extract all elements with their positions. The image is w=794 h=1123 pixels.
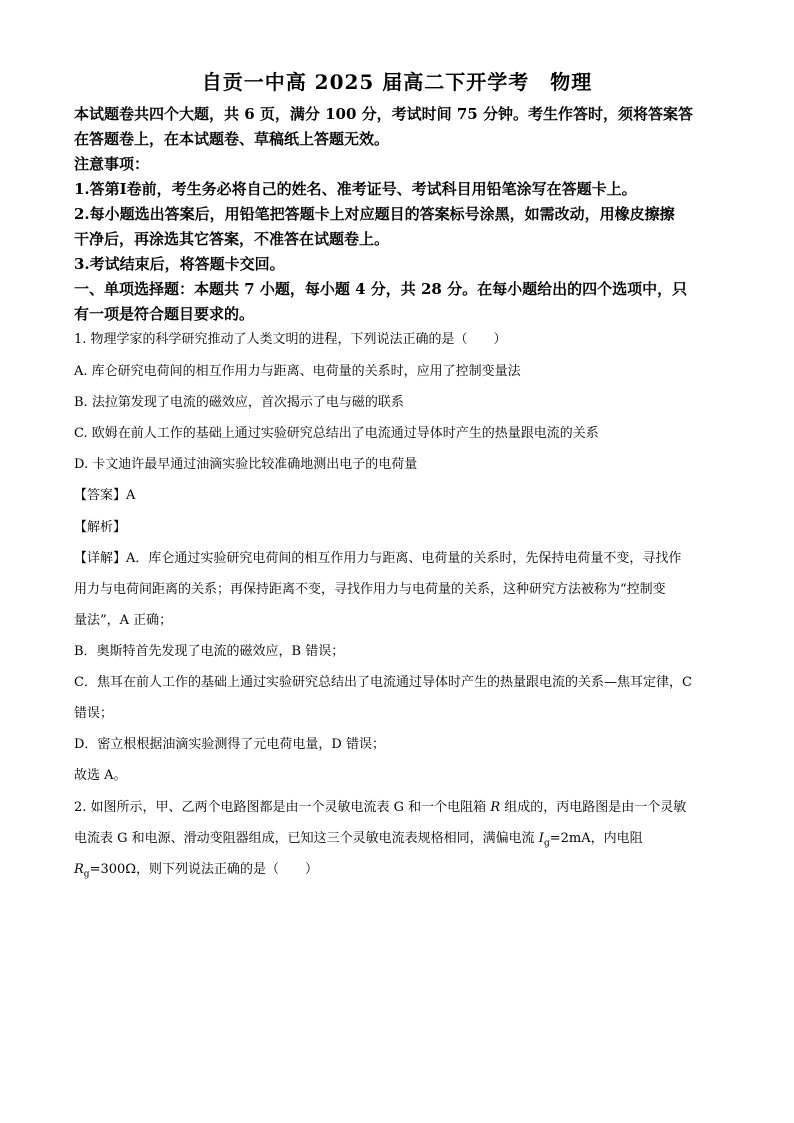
intro-line-2: 在答题卷上，在本试题卷、草稿纸上答题无效。 <box>74 130 390 148</box>
notes-heading: 注意事项： <box>74 155 150 173</box>
q2-text-3b: =300Ω，则下列说法正确的是（ ） <box>89 862 319 877</box>
q2-symbol-rg: R <box>74 862 84 877</box>
q1-detail-line-8: 故选 A。 <box>74 768 127 783</box>
q2-stem-line-2 <box>74 829 734 854</box>
q2-stem-line-1 <box>74 798 734 818</box>
q1-option-b: B. 法拉第发现了电流的磁效应，首次揭示了电与磁的联系 <box>74 395 404 410</box>
note-3: 3.考试结束后，将答题卡交回。 <box>74 255 285 273</box>
detail-tag: 【详解】 <box>74 551 127 566</box>
q2-text-1a: 2. 如图所示，甲、乙两个电路图都是由一个灵敏电流表 G 和一个电阻箱 <box>74 800 491 815</box>
q1-option-a: A. 库仑研究电荷间的相互作用力与距离、电荷量的关系时，应用了控制变量法 <box>74 364 521 379</box>
section-1-line-1: 一、单项选择题：本题共 7 小题，每小题 4 分，共 28 分。在每小题给出的四个选项中，只 <box>74 280 688 298</box>
q1-detail-line-7: D．密立根根据油滴实验测得了元电荷电量，D 错误； <box>74 737 385 752</box>
q2-symbol-i: I <box>538 831 544 846</box>
q2-stem-line-3 <box>74 860 734 885</box>
q1-stem: 1. 物理学家的科学研究推动了人类文明的进程，下列说法正确的是（ ） <box>74 332 507 347</box>
q1-answer <box>74 486 734 506</box>
note-2-line-1: 2.每小题选出答案后，用铅笔把答题卡上对应题目的答案标号涂黑，如需改动，用橡皮擦擦 <box>74 205 675 223</box>
q1-analysis-tag: 【解析】 <box>74 520 127 535</box>
q2-subscript-g: g <box>543 838 550 849</box>
q1-detail-line-5: C．焦耳在前人工作的基础上通过实验研究总结出了电流通过导体时产生的热量跟电流的关系—焦耳定律，C <box>74 675 692 690</box>
answer-value: A <box>126 488 136 503</box>
q2-text-2b: =2mA，内电阻 <box>549 831 643 846</box>
note-1: 1.答第Ⅰ卷前，考生务必将自己的姓名、准考证号、考试科目用铅笔涂写在答题卡上。 <box>74 180 637 198</box>
q1-detail-line-6: 错误； <box>74 706 114 721</box>
note-2-line-2: 干净后，再涂选其它答案，不准答在试题卷上。 <box>74 230 390 248</box>
q1-option-c: C. 欧姆在前人工作的基础上通过实验研究总结出了电流通过导体时产生的热量跟电流的关系 <box>74 426 599 441</box>
q2-text-1b: 组成的，丙电路图是由一个灵敏 <box>500 800 687 815</box>
page-title: 自贡一中高 2025 届高二下开学考 物理 <box>201 70 593 94</box>
detail-text-1: A．库仑通过实验研究电荷间的相互作用力与距离、电荷量的关系时，先保持电荷量不变，寻找作 <box>126 551 682 566</box>
q2-subscript-g2: g <box>83 869 90 880</box>
answer-tag: 【答案】 <box>74 488 127 503</box>
q1-option-d: D. 卡文迪许最早通过油滴实验比较准确地测出电子的电荷量 <box>74 457 418 472</box>
q1-detail-line-3: 量法”，A 正确； <box>74 613 173 628</box>
q1-detail-line-4: B．奥斯特首先发现了电流的磁效应，B 错误； <box>74 644 345 659</box>
intro-line-1: 本试题卷共四个大题，共 6 页，满分 100 分，考试时间 75 分钟。考生作答时，须将答案答 <box>74 105 693 123</box>
q2-text-2a: 电流表 G 和电源、滑动变阻器组成，已知这三个灵敏电流表规格相同，满偏电流 <box>74 831 539 846</box>
section-1-line-2: 有一项是符合题目要求的。 <box>74 305 255 323</box>
q1-detail-line-1 <box>74 549 734 569</box>
q1-detail-line-2: 用力与电荷间距离的关系；再保持距离不变，寻找作用力与电荷量的关系，这种研究方法被称为“控制变 <box>74 582 666 597</box>
q2-symbol-r: R <box>490 800 501 815</box>
